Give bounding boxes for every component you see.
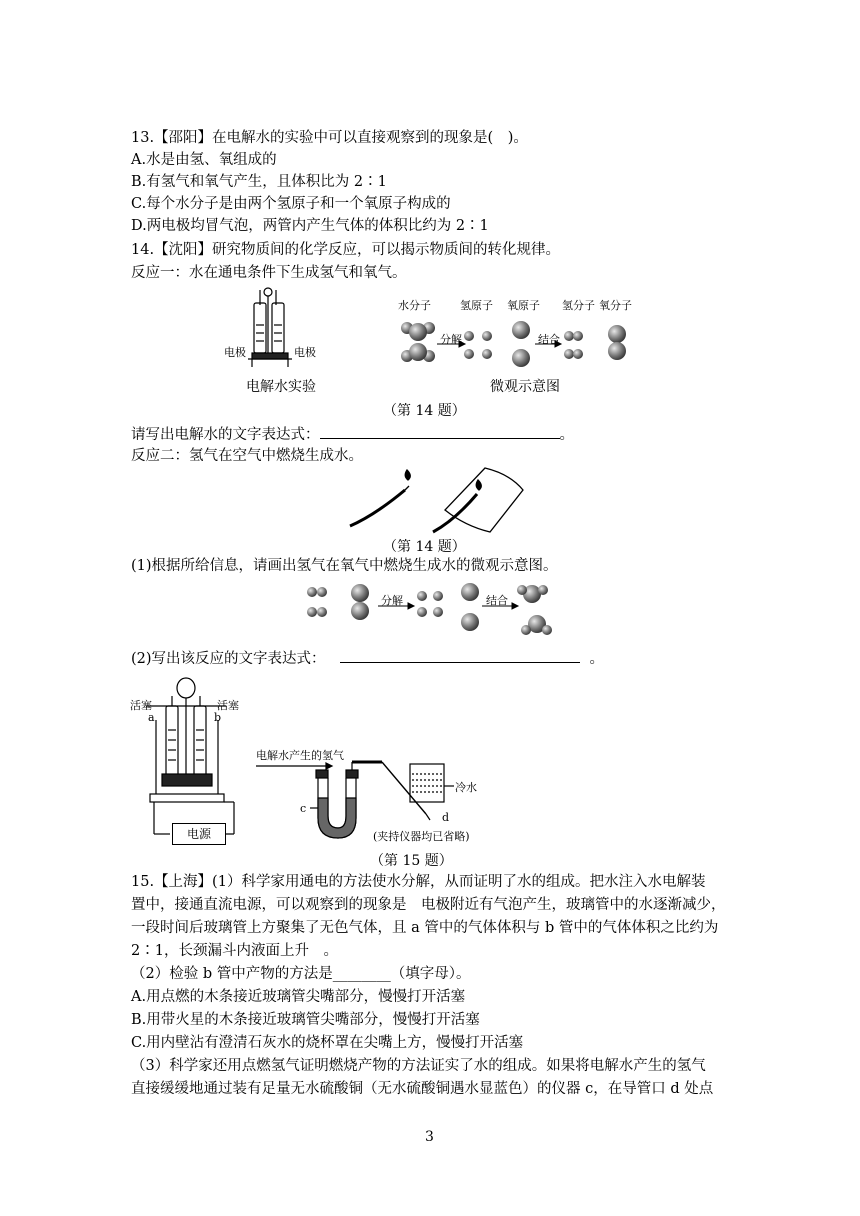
q13-option-d: D.两电极均冒气泡，两管内产生气体的体积比约为 2∶1 [131, 218, 489, 234]
q15-p2-stem: （2）检验 b 管中产物的方法是________（填字母）。 [131, 966, 471, 982]
molecule-diagram [395, 314, 645, 372]
cold-water-label: 冷水 [455, 781, 477, 794]
q15-p3-line1: （3）科学家还用点燃氢气证明燃烧产物的方法证实了水的组成。如果将电解水产生的氢气 [131, 1058, 706, 1074]
tube-a-label: a [148, 711, 155, 724]
label-hydrogen-atom: 氢原子 [460, 299, 493, 312]
electrode-right-label: 电极 [294, 346, 316, 359]
q15-p2-option-c: C.用内壁沾有澄清石灰水的烧杯罩在尖嘴上方，慢慢打开活塞 [131, 1035, 524, 1051]
electrolysis-caption: 电解水实验 [246, 379, 316, 395]
q15-p1-line2: 置中，接通直流电源，可以观察到的现象是 电极附近有气泡产生，玻璃管中的水逐渐减少， [131, 897, 726, 913]
label-oxygen-atom: 氧原子 [507, 299, 540, 312]
electrode-left-label: 电极 [224, 346, 246, 359]
combustion-arrow-combine: 结合 [486, 594, 508, 607]
arrow-combine-label: 结合 [538, 333, 560, 346]
q14-sub2 [131, 648, 604, 669]
q15-p2-option-b: B.用带火星的木条接近玻璃管尖嘴部分，慢慢打开活塞 [131, 1012, 480, 1028]
q15-p3-line2: 直接缓缓地通过装有足量无水硫酸铜（无水硫酸铜遇水显蓝色）的仪器 c，在导管口 d 处点 [131, 1081, 714, 1097]
hydrogen-inlet-label: 电解水产生的氢气 [256, 749, 344, 762]
label-d: d [442, 811, 450, 824]
tube-b-label: b [214, 711, 222, 724]
q14-fig2-caption: （第 14 题） [383, 539, 466, 555]
page-number: 3 [425, 1129, 434, 1145]
q14-stem: 14.【沈阳】研究物质间的化学反应，可以揭示物质间的转化规律。 [131, 242, 561, 258]
q13-option-b: B.有氢气和氧气产生，且体积比为 2∶1 [131, 174, 387, 190]
label-c: c [300, 802, 307, 815]
q14-ask1-prefix: 请写出电解水的文字表达式： [131, 427, 320, 443]
answer-blank-2[interactable] [340, 648, 580, 663]
q15-fig-caption: （第 15 题） [370, 853, 453, 869]
combustion-arrow-decompose: 分解 [381, 594, 403, 607]
power-source-box: 电源 [172, 823, 226, 845]
valve-right-label: 活塞 [217, 699, 239, 712]
q13-option-a: A.水是由氢、氧组成的 [131, 152, 277, 168]
electrolysis-apparatus-figure [222, 285, 332, 375]
q14-sub1: (1)根据所给信息，请画出氢气在氧气中燃烧生成水的微观示意图。 [131, 558, 558, 574]
combustion-molecule-diagram [300, 578, 565, 642]
microscopic-caption: 微观示意图 [490, 379, 560, 395]
q13-option-c: C.每个水分子是由两个氢原子和一个氧原子构成的 [131, 196, 451, 212]
q14-ask1 [131, 424, 574, 445]
arrow-decompose-label: 分解 [440, 333, 462, 346]
label-water-molecule: 水分子 [398, 299, 431, 312]
answer-blank-1[interactable] [320, 424, 560, 439]
q14-ask1-suffix: 。 [559, 427, 574, 443]
q14-fig1-caption: （第 14 题） [383, 403, 466, 419]
q14-reaction2: 反应二：氢气在空气中燃烧生成水。 [131, 448, 363, 464]
valve-left-label: 活塞 [130, 699, 152, 712]
q15-p2-option-a: A.用点燃的木条接近玻璃管尖嘴部分，慢慢打开活塞 [131, 989, 466, 1005]
q13-stem: 13.【邵阳】在电解水的实验中可以直接观察到的现象是( )。 [131, 130, 528, 146]
clamp-omitted-note: (夹持仪器均已省略) [373, 830, 470, 843]
q15-p1-line3: 一段时间后玻璃管上方聚集了无色气体，且 a 管中的气体体积与 b 管中的气体体积之比约为 [131, 920, 719, 936]
q15-p1-line1: 15.【上海】(1）科学家用通电的方法使水分解，从而证明了水的组成。把水注入水电解装 [131, 874, 706, 890]
q14-reaction1: 反应一：水在通电条件下生成氢气和氧气。 [131, 265, 407, 281]
label-hydrogen-molecule: 氢分子 [562, 299, 595, 312]
label-oxygen-molecule: 氧分子 [599, 299, 632, 312]
q15-p1-line4: 2∶1，长颈漏斗内液面上升 。 [131, 943, 338, 959]
q14-sub2-suffix: 。 [589, 651, 605, 667]
hydrogen-burning-figure [345, 460, 530, 538]
q14-sub2-prefix: (2)写出该反应的文字表达式： [131, 651, 326, 667]
